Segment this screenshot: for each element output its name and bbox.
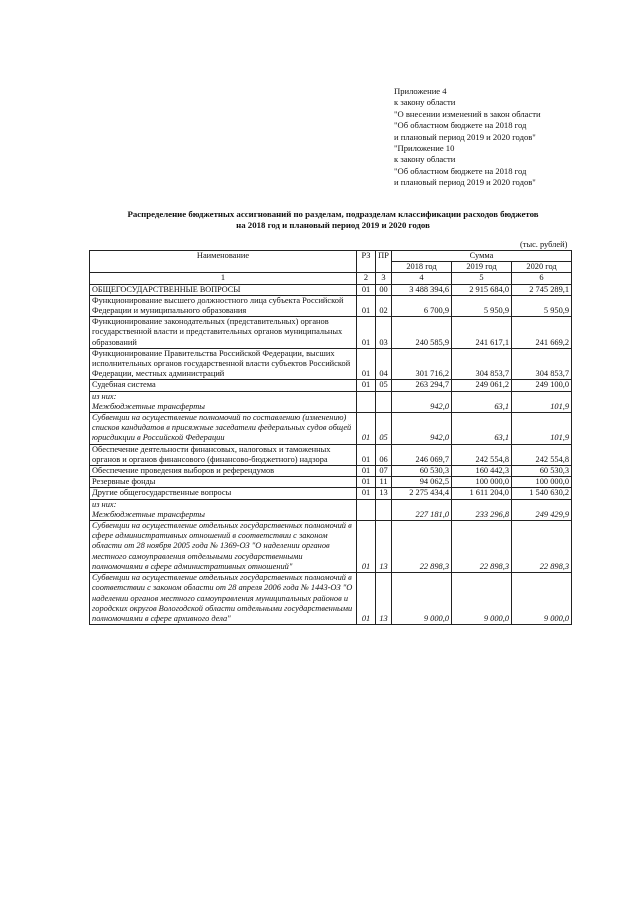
row-name: Другие общегосударственные вопросы bbox=[90, 488, 357, 499]
row-2019: 5 950,9 bbox=[452, 295, 512, 316]
column-numbers-row bbox=[90, 273, 572, 284]
title-line: Распределение бюджетных ассигнований по разделам, подразделам классификации расходов бюджетов bbox=[127, 209, 539, 219]
row-2020: 5 950,9 bbox=[512, 295, 572, 316]
header-2018: 2018 год bbox=[392, 262, 452, 273]
row-2020: 242 554,8 bbox=[512, 444, 572, 465]
table-row bbox=[90, 317, 572, 349]
row-rz: 01 bbox=[357, 466, 376, 477]
row-2019: 160 442,3 bbox=[452, 466, 512, 477]
row-2018: 227 181,0 bbox=[392, 499, 452, 520]
row-pr: 00 bbox=[376, 284, 392, 295]
row-pr: 03 bbox=[376, 317, 392, 349]
row-2018: 240 585,9 bbox=[392, 317, 452, 349]
appendix-line: Приложение 4 bbox=[394, 86, 447, 96]
row-2018: 942,0 bbox=[392, 413, 452, 445]
row-2018: 263 294,7 bbox=[392, 380, 452, 391]
row-name: Субвенции на осуществление полномочий по составлению (изменению) списков кандидатов в присяжные заседатели федеральных судов общей юрисдикции в Российской Федерации bbox=[90, 413, 357, 445]
col-number: 2 bbox=[357, 273, 376, 284]
table-row bbox=[90, 284, 572, 295]
row-name: ОБЩЕГОСУДАРСТВЕННЫЕ ВОПРОСЫ bbox=[90, 284, 357, 295]
row-name: Резервные фонды bbox=[90, 477, 357, 488]
appendix-line: к закону области bbox=[394, 97, 456, 108]
col-number: 3 bbox=[376, 273, 392, 284]
appendix-line: к закону области bbox=[394, 154, 456, 165]
row-rz bbox=[357, 499, 376, 520]
row-2020: 100 000,0 bbox=[512, 477, 572, 488]
row-pr: 13 bbox=[376, 488, 392, 499]
appendix-line: и плановый период 2019 и 2020 годов" bbox=[394, 131, 536, 142]
header-2020: 2020 год bbox=[512, 262, 572, 273]
header-2019: 2019 год bbox=[452, 262, 512, 273]
row-rz: 01 bbox=[357, 295, 376, 316]
row-pr bbox=[376, 391, 392, 412]
row-name: Обеспечение проведения выборов и референдумов bbox=[90, 466, 357, 477]
row-pr: 06 bbox=[376, 444, 392, 465]
row-pr bbox=[376, 499, 392, 520]
row-rz: 01 bbox=[357, 413, 376, 445]
table-row bbox=[90, 391, 572, 412]
row-2019: 304 853,7 bbox=[452, 348, 512, 380]
document-title bbox=[88, 209, 578, 231]
row-2019: 100 000,0 bbox=[452, 477, 512, 488]
row-2018: 22 898,3 bbox=[392, 521, 452, 573]
row-2020: 304 853,7 bbox=[512, 348, 572, 380]
row-2020: 2 745 289,1 bbox=[512, 284, 572, 295]
header-pr: ПР bbox=[376, 251, 392, 273]
row-2020: 249 429,9 bbox=[512, 499, 572, 520]
appendix-line: "Об областном бюджете на 2018 год bbox=[394, 120, 527, 131]
row-2020: 101,9 bbox=[512, 391, 572, 412]
row-2018: 301 716,2 bbox=[392, 348, 452, 380]
row-2018: 3 488 394,6 bbox=[392, 284, 452, 295]
row-2019: 241 617,1 bbox=[452, 317, 512, 349]
header-rz: РЗ bbox=[357, 251, 376, 273]
table-row bbox=[90, 499, 572, 520]
row-name-sub: Межбюджетные трансферты bbox=[92, 401, 205, 411]
row-2020: 241 669,2 bbox=[512, 317, 572, 349]
table-row bbox=[90, 573, 572, 625]
table-row bbox=[90, 488, 572, 499]
col-number: 4 bbox=[392, 273, 452, 284]
table-row bbox=[90, 444, 572, 465]
row-rz: 01 bbox=[357, 317, 376, 349]
row-rz: 01 bbox=[357, 380, 376, 391]
row-2020: 101,9 bbox=[512, 413, 572, 445]
table-row bbox=[90, 466, 572, 477]
row-2018: 9 000,0 bbox=[392, 573, 452, 625]
appendix-line: "Приложение 10 bbox=[394, 143, 455, 154]
appendix-line: "О внесении изменений в закон области bbox=[394, 108, 541, 119]
row-2020: 22 898,3 bbox=[512, 521, 572, 573]
row-pr: 13 bbox=[376, 521, 392, 573]
row-2019: 22 898,3 bbox=[452, 521, 512, 573]
row-pr: 05 bbox=[376, 413, 392, 445]
units-label: (тыс. рублей) bbox=[520, 240, 568, 249]
title-line: на 2018 год и плановый период 2019 и 2020 годов bbox=[236, 220, 430, 230]
appendix-header bbox=[394, 86, 541, 189]
row-name: Функционирование высшего должностного лица субъекта Российской Федерации и муниципального образования bbox=[90, 295, 357, 316]
row-name: Судебная система bbox=[90, 380, 357, 391]
row-name bbox=[90, 499, 357, 520]
row-2020: 60 530,3 bbox=[512, 466, 572, 477]
row-pr: 05 bbox=[376, 380, 392, 391]
row-rz bbox=[357, 391, 376, 412]
row-2020: 9 000,0 bbox=[512, 573, 572, 625]
table-row bbox=[90, 477, 572, 488]
row-rz: 01 bbox=[357, 488, 376, 499]
header-name: Наименование bbox=[90, 251, 357, 273]
row-name-prefix: из них: bbox=[92, 391, 117, 401]
appendix-line: и плановый период 2019 и 2020 годов" bbox=[394, 177, 536, 188]
row-2019: 63,1 bbox=[452, 413, 512, 445]
row-name: Функционирование Правительства Российской Федерации, высших исполнительных органов государственной власти субъектов Российской Федерации, местных администраций bbox=[90, 348, 357, 380]
row-2019: 242 554,8 bbox=[452, 444, 512, 465]
table-row bbox=[90, 380, 572, 391]
row-2019: 1 611 204,0 bbox=[452, 488, 512, 499]
row-rz: 01 bbox=[357, 521, 376, 573]
budget-table bbox=[89, 250, 572, 625]
row-2018: 94 062,5 bbox=[392, 477, 452, 488]
appendix-line: "Об областном бюджете на 2018 год bbox=[394, 165, 527, 176]
row-name-sub: Межбюджетные трансферты bbox=[92, 509, 205, 519]
row-2018: 60 530,3 bbox=[392, 466, 452, 477]
row-pr: 13 bbox=[376, 573, 392, 625]
row-pr: 11 bbox=[376, 477, 392, 488]
row-2019: 63,1 bbox=[452, 391, 512, 412]
row-name bbox=[90, 391, 357, 412]
col-number: 1 bbox=[90, 273, 357, 284]
row-rz: 01 bbox=[357, 284, 376, 295]
table-row bbox=[90, 295, 572, 316]
table-row bbox=[90, 521, 572, 573]
row-rz: 01 bbox=[357, 477, 376, 488]
row-name-prefix: из них: bbox=[92, 499, 117, 509]
row-pr: 07 bbox=[376, 466, 392, 477]
row-2018: 942,0 bbox=[392, 391, 452, 412]
col-number: 6 bbox=[512, 273, 572, 284]
row-2018: 2 275 434,4 bbox=[392, 488, 452, 499]
row-name: Субвенции на осуществление отдельных государственных полномочий в сфере административных отношений в соответствии с законом области от 28 ноября 2005 года № 1369-ОЗ "О наделении органов местного самоуправления отдельными государственными полномочиями в сфере административных отношений" bbox=[90, 521, 357, 573]
row-name: Субвенции на осуществление отдельных государственных полномочий в соответствии с законом области от 28 апреля 2006 года № 1443-ОЗ "О наделении органов местного самоуправления муниципальных районов и городских округов Вологодской области отдельными государственными полномочиями в сфере архивного дела" bbox=[90, 573, 357, 625]
row-2019: 233 296,8 bbox=[452, 499, 512, 520]
header-sum: Сумма bbox=[392, 251, 572, 262]
row-2019: 2 915 684,0 bbox=[452, 284, 512, 295]
row-rz: 01 bbox=[357, 444, 376, 465]
row-pr: 02 bbox=[376, 295, 392, 316]
row-2020: 249 100,0 bbox=[512, 380, 572, 391]
row-2018: 246 069,7 bbox=[392, 444, 452, 465]
row-2019: 249 061,2 bbox=[452, 380, 512, 391]
row-2020: 1 540 630,2 bbox=[512, 488, 572, 499]
header-row bbox=[90, 251, 572, 262]
row-rz: 01 bbox=[357, 348, 376, 380]
row-2019: 9 000,0 bbox=[452, 573, 512, 625]
table-row bbox=[90, 413, 572, 445]
row-rz: 01 bbox=[357, 573, 376, 625]
col-number: 5 bbox=[452, 273, 512, 284]
table-row bbox=[90, 348, 572, 380]
row-name: Обеспечение деятельности финансовых, налоговых и таможенных органов и органов финансового (финансово-бюджетного) надзора bbox=[90, 444, 357, 465]
row-pr: 04 bbox=[376, 348, 392, 380]
row-2018: 6 700,9 bbox=[392, 295, 452, 316]
row-name: Функционирование законодательных (представительных) органов государственной власти и представительных органов муниципальных образований bbox=[90, 317, 357, 349]
